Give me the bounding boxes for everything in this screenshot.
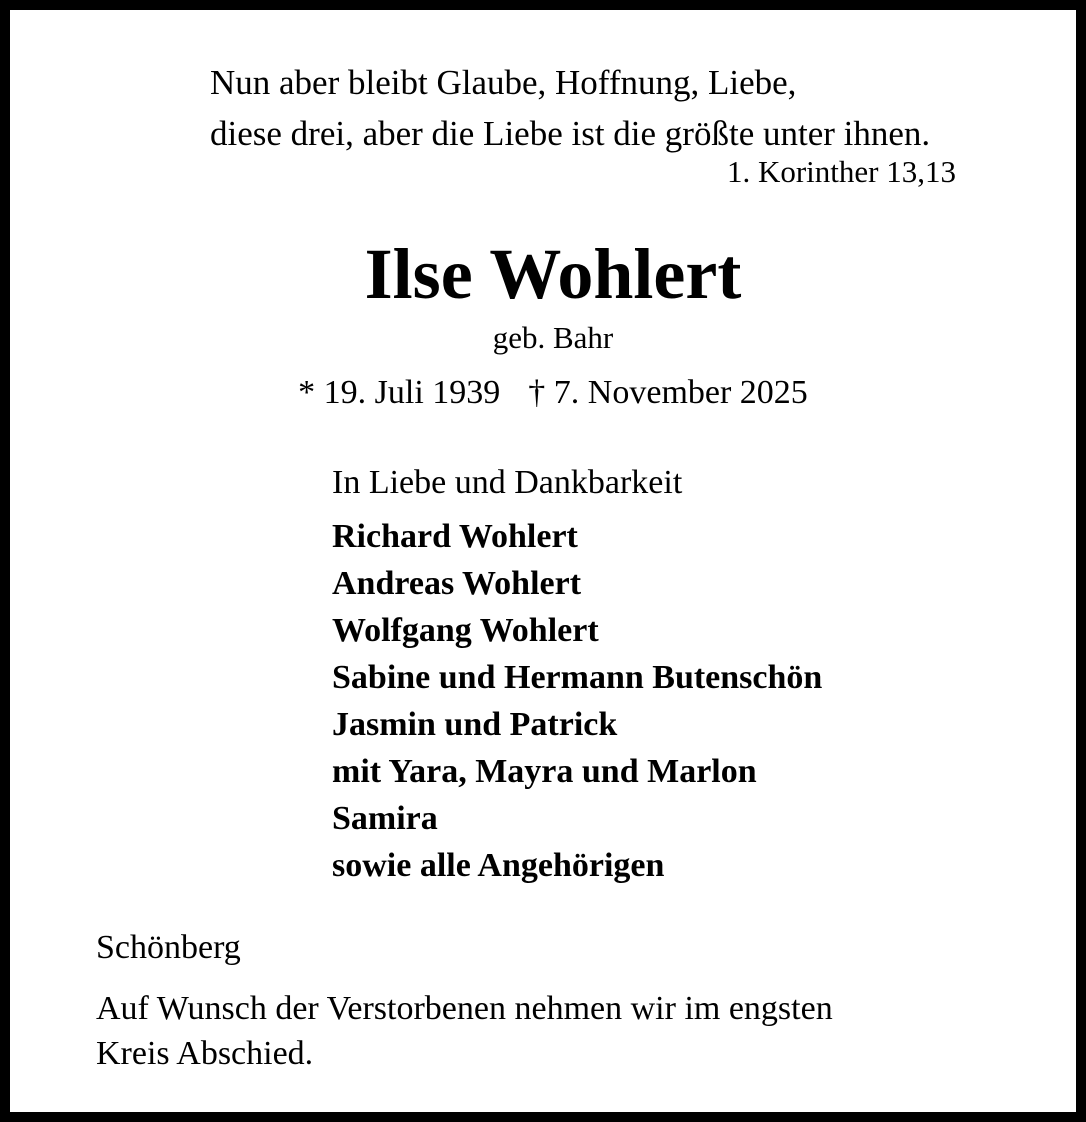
verse-reference: 1. Korinther 13,13 [726, 154, 956, 189]
mourners-intro: In Liebe und Dankbarkeit [332, 464, 683, 501]
mourner-name: sowie alle Angehörigen [332, 847, 665, 884]
mourner-name: Sabine und Hermann Butenschön [332, 659, 823, 696]
mourner-name: Samira [332, 800, 438, 837]
mourner-name: Andreas Wohlert [332, 565, 582, 602]
place-name: Schönberg [96, 929, 241, 966]
birth-date: * 19. Juli 1939 [298, 374, 501, 411]
birth-name: geb. Bahr [492, 320, 614, 355]
deceased-name: Ilse Wohlert [364, 234, 742, 314]
verse-line-1: Nun aber bleibt Glaube, Hoffnung, Liebe, [210, 63, 797, 102]
verse-line-2: diese drei, aber die Liebe ist die größte unter ihnen. [210, 114, 931, 153]
mourner-name: mit Yara, Mayra und Marlon [332, 753, 757, 790]
note-line-1: Auf Wunsch der Verstorbenen nehmen wir im engsten [96, 990, 833, 1027]
mourner-name: Wolfgang Wohlert [332, 612, 599, 649]
life-dates [10, 376, 1086, 410]
mourner-name: Richard Wohlert [332, 518, 578, 555]
death-date: † 7. November 2025 [528, 374, 808, 411]
note-line-2: Kreis Abschied. [96, 1035, 314, 1072]
mourner-name: Jasmin und Patrick [332, 706, 618, 743]
